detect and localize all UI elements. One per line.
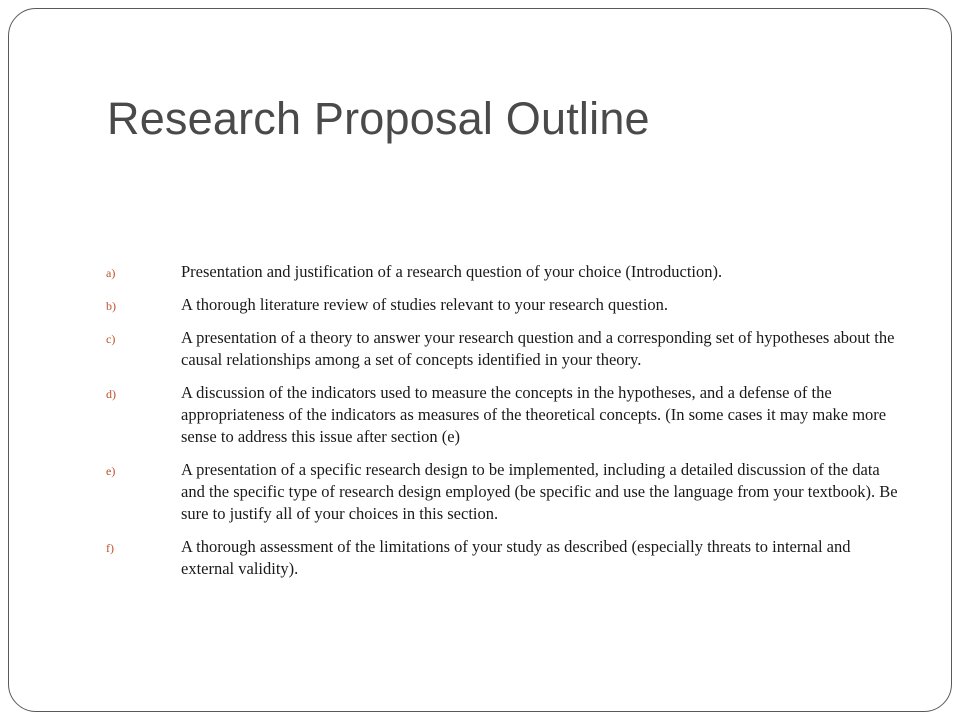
item-marker: a) — [106, 266, 116, 280]
item-text: A thorough literature review of studies relevant to your research question. — [181, 295, 669, 314]
outline-item-b — [99, 294, 899, 316]
item-marker: c) — [106, 332, 116, 346]
item-marker: b) — [106, 299, 116, 313]
outline-item-a — [99, 261, 899, 283]
outline-list — [99, 261, 899, 591]
item-text: A presentation of a specific research design to be implemented, including a detailed discussion of the data and the specific type of research design employed (be specific and use the language from your textbook). Be sure to justify all of your choices in this section. — [181, 460, 898, 523]
item-text: A thorough assessment of the limitations of your study as described (especially threats to internal and external validity). — [181, 537, 851, 578]
outline-item-f — [99, 536, 899, 580]
outline-item-d — [99, 382, 899, 448]
item-text: A discussion of the indicators used to measure the concepts in the hypotheses, and a defense of the appropriateness of the indicators as measures of the theoretical concepts. (In some cases it may make more sense to address this issue after section (e) — [181, 383, 887, 446]
item-marker: f) — [106, 541, 114, 555]
slide-title: Research Proposal Outline — [107, 93, 650, 144]
item-marker: d) — [106, 387, 116, 401]
slide — [8, 8, 952, 712]
outline-item-c — [99, 327, 899, 371]
item-text: A presentation of a theory to answer your research question and a corresponding set of hypotheses about the causal relationships among a set of concepts identified in your theory. — [181, 328, 895, 369]
item-marker: e) — [106, 464, 116, 478]
item-text: Presentation and justification of a research question of your choice (Introduction). — [181, 262, 723, 281]
outline-item-e — [99, 459, 899, 525]
